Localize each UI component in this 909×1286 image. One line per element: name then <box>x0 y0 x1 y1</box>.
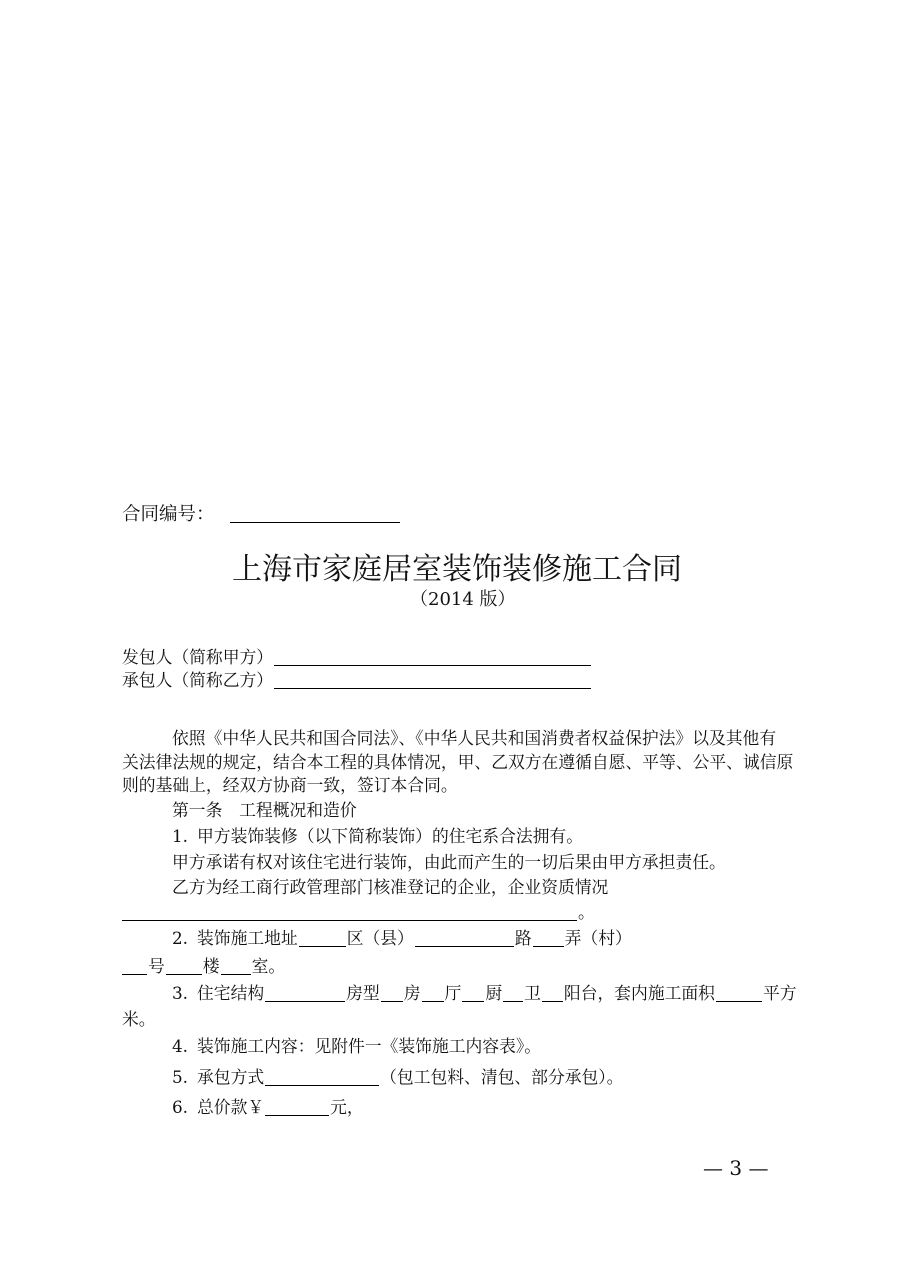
contract-number-line <box>122 504 401 526</box>
area-unit-a: 平方 <box>762 983 797 1003</box>
item-3-number: 3. <box>172 983 189 1003</box>
item-5-line <box>172 1067 623 1087</box>
halls-label: 厅 <box>444 983 462 1003</box>
building-blank <box>166 960 202 975</box>
item-4-number: 4. <box>172 1036 189 1056</box>
item-2-line-2 <box>122 956 285 976</box>
total-price-unit: 元， <box>330 1097 364 1117</box>
baths-label: 卫 <box>524 983 541 1003</box>
balcony-area-label: 阳台，套内施工面积 <box>563 983 715 1003</box>
item-1-line-4 <box>122 902 595 922</box>
contractor-blank <box>274 674 591 689</box>
item-2-number: 2. <box>172 928 189 948</box>
item-4-text: 装饰施工内容：见附件一《装饰施工内容表》。 <box>197 1036 542 1056</box>
room-blank <box>221 960 251 975</box>
item-3-line-2: 米。 <box>122 1009 156 1029</box>
item-4-line <box>172 1036 541 1056</box>
item-1-line-1 <box>172 826 583 846</box>
employer-line <box>122 647 592 667</box>
employer-blank <box>274 651 591 666</box>
kitchens-label: 厨 <box>485 983 503 1003</box>
rooms-label: 房 <box>403 983 421 1003</box>
contract-number-blank <box>230 508 400 523</box>
item-3-label: 住宅结构 <box>197 983 265 1003</box>
item-1-line-3: 乙方为经工商行政管理部门核准登记的企业，企业资质情况 <box>172 877 609 897</box>
preamble-line-2: 关法律法规的规定，结合本工程的具体情况，甲、乙双方在遵循自愿、平等、公平、诚信原 <box>122 752 794 772</box>
kitchens-blank <box>462 987 484 1002</box>
lane-label: 弄（村） <box>564 928 632 948</box>
preamble-line-1: 依照《中华人民共和国合同法》、《中华人民共和国消费者权益保护法》以及其他有 <box>172 728 777 748</box>
road-blank <box>415 932 514 947</box>
contract-mode-options: （包工包料、清包、部分承包）。 <box>380 1067 624 1087</box>
document-title: 上海市家庭居室装饰装修施工合同 <box>232 552 682 587</box>
district-blank <box>299 932 346 947</box>
item-6-label: 总价款￥ <box>197 1097 265 1117</box>
rooms-blank <box>381 987 403 1002</box>
road-label: 路 <box>514 928 532 948</box>
lane-blank <box>533 932 564 947</box>
article-1-heading: 第一条 工程概况和造价 <box>172 800 357 820</box>
contractor-label: 承包人（简称乙方） <box>122 670 274 690</box>
preamble-line-3: 则的基础上，经双方协商一致，签订本合同。 <box>122 775 458 795</box>
baths-blank <box>503 987 523 1002</box>
item-1-line-4-tail: 。 <box>578 902 595 922</box>
balcony-blank <box>542 987 563 1002</box>
area-blank <box>716 987 762 1002</box>
number-label: 号 <box>148 956 165 976</box>
halls-blank <box>422 987 444 1002</box>
employer-label: 发包人（简称甲方） <box>122 647 274 667</box>
item-5-label: 承包方式 <box>197 1067 265 1087</box>
item-1-text: 甲方装饰装修（以下简称装饰）的住宅系合法拥有。 <box>197 826 583 846</box>
building-label: 楼 <box>202 956 220 976</box>
number-blank <box>122 960 147 975</box>
contract-mode-blank <box>265 1071 379 1086</box>
item-6-number: 6. <box>172 1097 189 1117</box>
item-3-line-1 <box>172 983 797 1003</box>
item-2-label: 装饰施工地址 <box>197 928 298 948</box>
item-2-line-1 <box>172 928 632 948</box>
room-label: 室。 <box>251 956 286 976</box>
page-number: — 3 — <box>703 1156 769 1180</box>
district-label: 区（县） <box>346 928 414 948</box>
item-5-number: 5. <box>172 1067 189 1087</box>
document-edition: （2014 版） <box>410 589 516 610</box>
structure-blank <box>265 987 345 1002</box>
contract-number-label: 合同编号： <box>122 504 215 525</box>
contractor-line <box>122 670 592 690</box>
item-6-line <box>172 1097 364 1117</box>
total-price-blank <box>265 1101 329 1116</box>
layout-label: 房型 <box>346 983 380 1003</box>
item-1-number: 1. <box>172 826 189 846</box>
item-1-line-2: 甲方承诺有权对该住宅进行装饰，由此而产生的一切后果由甲方承担责任。 <box>172 852 726 872</box>
qualification-blank <box>122 906 577 921</box>
